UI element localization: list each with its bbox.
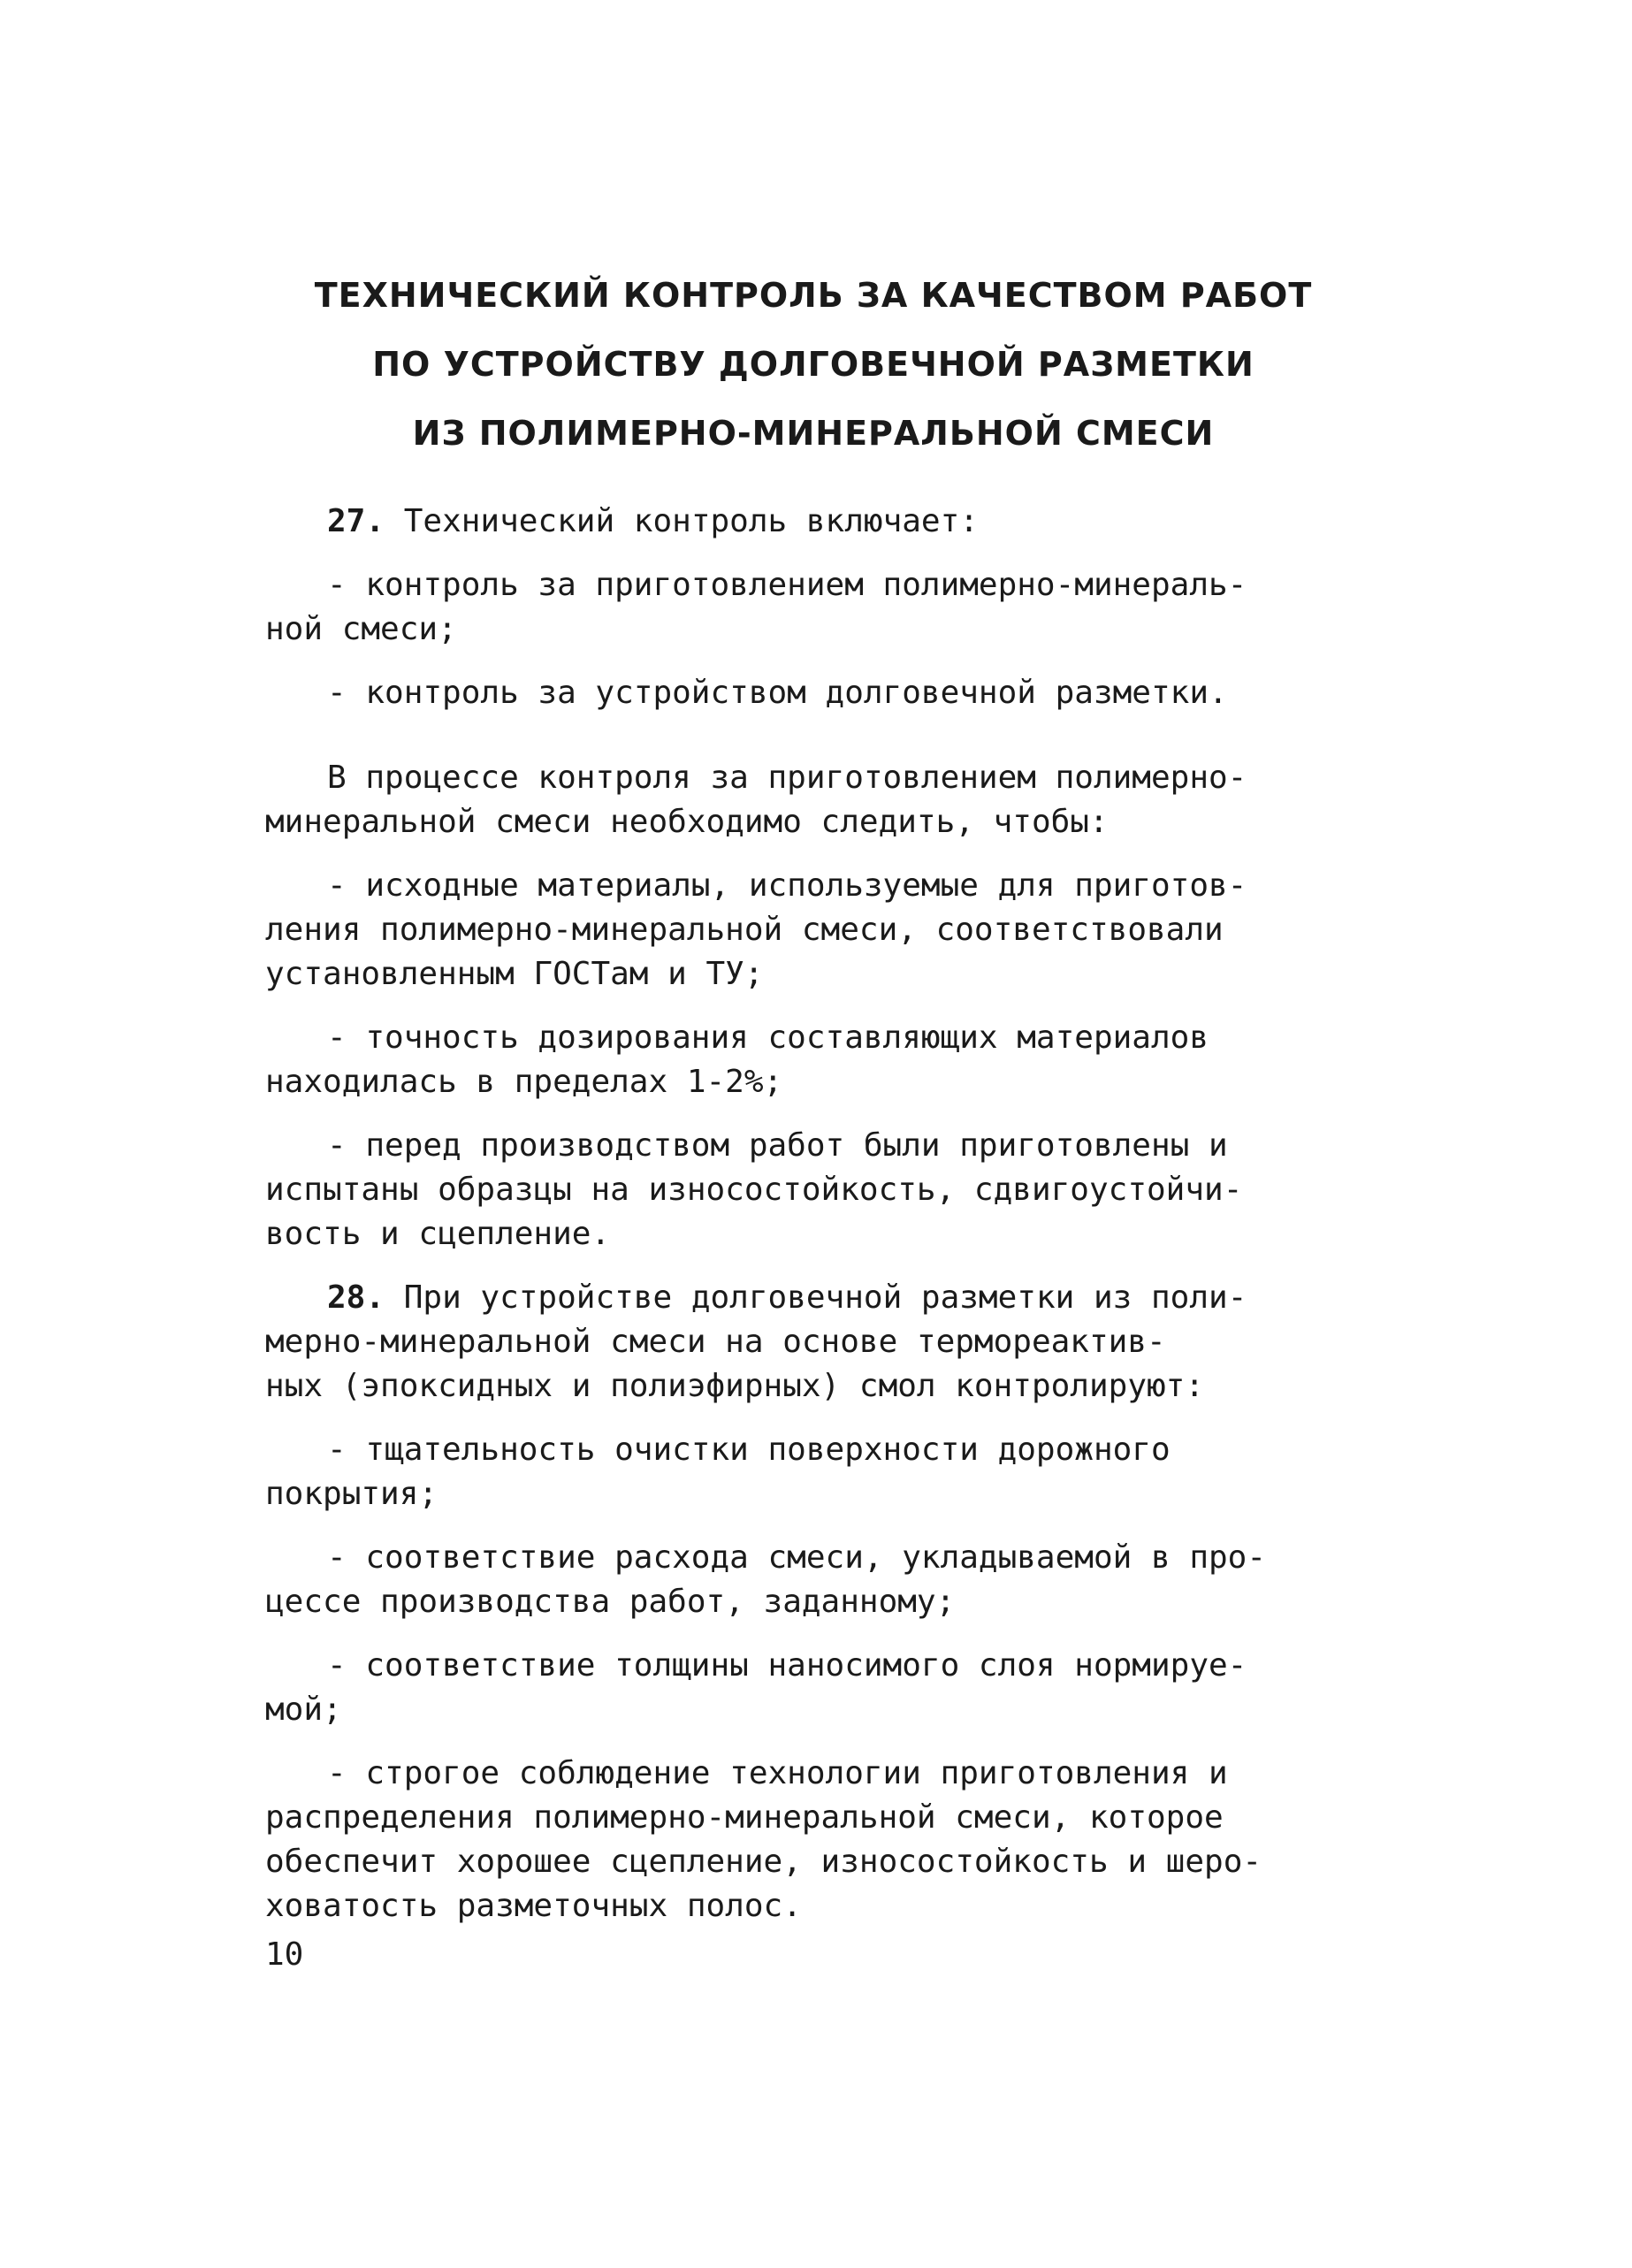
paragraph-line: ления полимерно-минеральной смеси, соответствовали [265, 912, 1224, 948]
paragraph-line: распределения полимерно-минеральной смеси, которое [265, 1799, 1224, 1836]
list-item [265, 864, 1406, 997]
paragraph-number: 27. [327, 503, 385, 539]
page-number: 10 [265, 1936, 304, 1973]
paragraph-line: В процессе контроля за приготовлением полимерно- [327, 760, 1247, 796]
paragraph-process [265, 756, 1406, 844]
list-item [265, 671, 1406, 715]
paragraph-line [265, 500, 1406, 544]
paragraph-line: - перед производством работ были приготовлены и [327, 1127, 1228, 1164]
paragraph-line: мерно-минеральной смеси на основе термореактив- [265, 1324, 1166, 1360]
paragraph-line: обеспечит хорошее сцепление, износостойкость и шеро- [265, 1844, 1262, 1880]
paragraph-line: установленным ГОСТам и ТУ; [265, 956, 764, 992]
paragraph-line: мой; [265, 1691, 342, 1728]
heading-line: ИЗ ПОЛИМЕРНО-МИНЕРАЛЬНОЙ СМЕСИ [412, 414, 1215, 453]
list-item [265, 563, 1406, 652]
body-text [265, 500, 1406, 1948]
paragraph-27 [265, 500, 1406, 544]
heading-line: ТЕХНИЧЕСКИЙ КОНТРОЛЬ ЗА КАЧЕСТВОМ РАБОТ [314, 276, 1313, 315]
paragraph-line: - контроль за устройством долговечной разметки. [327, 675, 1228, 711]
list-item [265, 1124, 1406, 1256]
paragraph-line: - соответствие расхода смеси, укладываемой в про- [327, 1539, 1267, 1576]
paragraph-text: При устройстве долговечной разметки из поли- [403, 1279, 1247, 1316]
paragraph-line: - исходные материалы, используемые для приготов- [327, 867, 1247, 904]
paragraph-line: - тщательность очистки поверхности дорожного [327, 1432, 1171, 1468]
paragraph-line [265, 1276, 1406, 1320]
paragraph-text: Технический контроль включает: [403, 503, 979, 539]
paragraph-28 [265, 1276, 1406, 1409]
paragraph-line: испытаны образцы на износостойкость, сдвигоустойчи- [265, 1172, 1243, 1208]
list-item [265, 1016, 1406, 1104]
paragraph-line: вость и сцепление. [265, 1216, 611, 1252]
paragraph-line: - соответствие толщины наносимого слоя нормируе- [327, 1647, 1247, 1684]
paragraph-line: покрытия; [265, 1476, 439, 1512]
paragraph-line: цессе производства работ, заданному; [265, 1584, 956, 1620]
list-item [265, 1752, 1406, 1928]
paragraph-line: ховатость разметочных полос. [265, 1888, 802, 1924]
paragraph-line: ной смеси; [265, 611, 457, 647]
paragraph-line: минеральной смеси необходимо следить, чтобы: [265, 804, 1109, 840]
paragraph-line: ных (эпоксидных и полиэфирных) смол контролируют: [265, 1368, 1205, 1404]
heading-line: ПО УСТРОЙСТВУ ДОЛГОВЕЧНОЙ РАЗМЕТКИ [372, 345, 1255, 384]
list-item [265, 1644, 1406, 1732]
list-item [265, 1428, 1406, 1516]
paragraph-line: - точность дозирования составляющих материалов [327, 1019, 1209, 1056]
paragraph-number: 28. [327, 1279, 385, 1316]
paragraph-line: находилась в пределах 1-2%; [265, 1064, 783, 1100]
paragraph-line: - строгое соблюдение технологии приготовления и [327, 1755, 1228, 1791]
list-item [265, 1536, 1406, 1624]
paragraph-line: - контроль за приготовлением полимерно-минераль- [327, 567, 1247, 603]
section-heading [265, 261, 1361, 468]
